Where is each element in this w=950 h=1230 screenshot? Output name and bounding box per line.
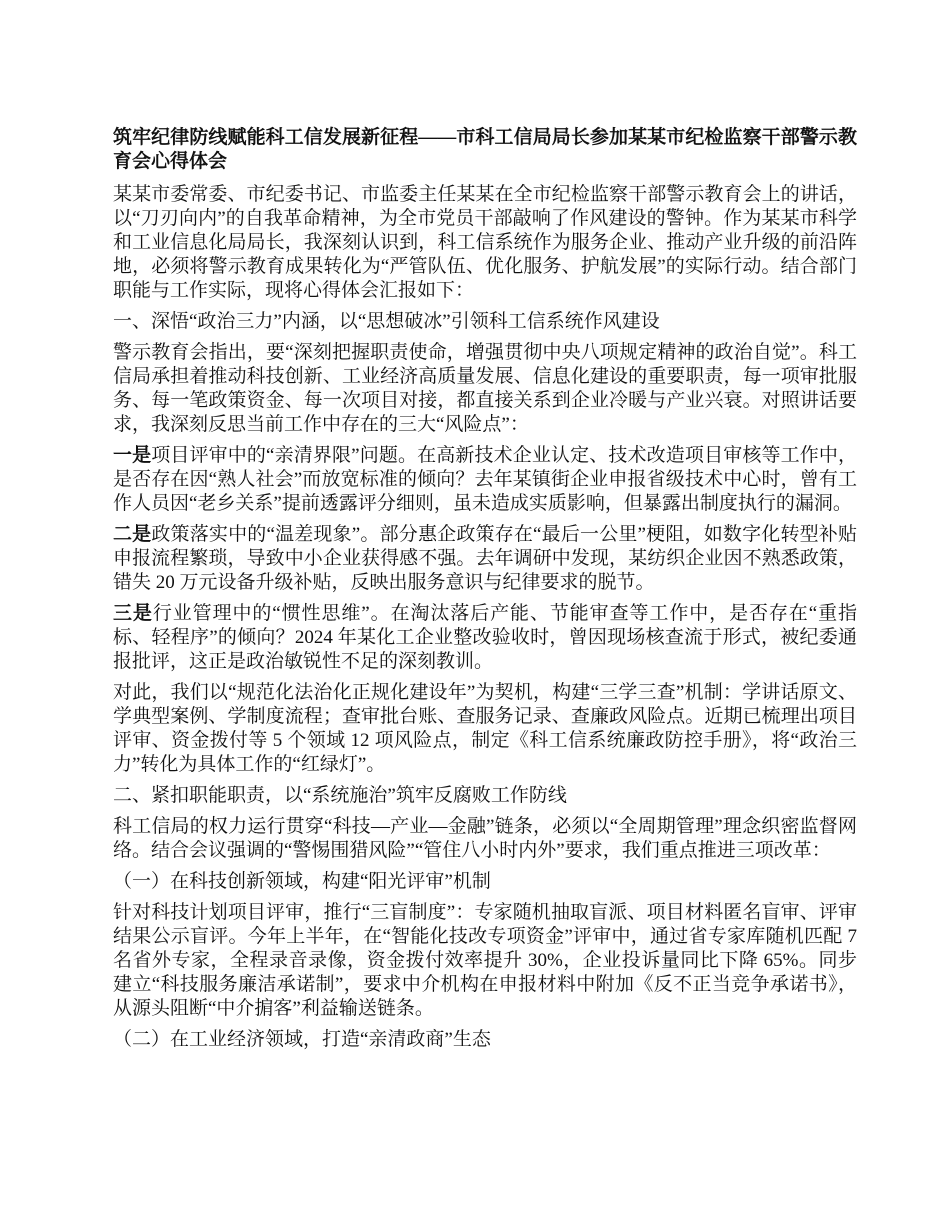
paragraph-intro: 某某市委常委、市纪委书记、市监委主任某某在全市纪检监察干部警示教育会上的讲话，以“刀刃向内”的自我革命精神，为全市党员干部敲响了作风建设的警钟。作为某某市科学和工业信息化局局长，我深刻认识到，科工信系统作为服务企业、推动产业升级的前沿阵地，必须将警示教育成果转化为“严管队伍、优化服务、护航发展”的实际行动。结合部门职能与工作实际，现将心得体会汇报如下： xyxy=(113,184,857,301)
paragraph-subsection-1: 针对科技计划项目评审，推行“三盲制度”：专家随机抽取盲派、项目材料匿名盲审、评审结果公示盲评。今年上半年，在“智能化技改专项资金”评审中，通过省专家库随机匹配 7 名省外专家，全程录音录像，资金拨付效率提升 30%，企业投诉量同比下降 65%。同步建立“科技服务廉洁承诺制”，要求中介机构在申报材料中附加《反不正当竞争承诺书》，从源头阻断“中介掮客”利益输送链条。 xyxy=(113,902,857,1019)
paragraph-risk-2 xyxy=(113,523,857,595)
subsection-heading-2: （二）在工业经济领域，打造“亲清政商”生态 xyxy=(113,1029,491,1050)
risk-3-text: 行业管理中的“惯性思维”。在淘汰落后产能、节能审查等工作中，是否存在“重指标、轻程序”的倾向？2024 年某化工企业整改验收时，曾因现场核查流于形式，被纪委通报批评，这正是政治敏锐性不足的深刻教训。 xyxy=(113,603,857,672)
document-title: 筑牢纪律防线赋能科工信发展新征程——市科工信局局长参加某某市纪检监察干部警示教育会心得体会 xyxy=(113,127,857,172)
paragraph-section1-measures: 对此，我们以“规范化法治化正规化建设年”为契机，构建“三学三查”机制：学讲话原文、学典型案例、学制度流程；查审批台账、查服务记录、查廉政风险点。近期已梳理出项目评审、资金拨付等 5 个领域 12 项风险点，制定《科工信系统廉政防控手册》，将“政治三力”转化为具体工作的“红绿灯”。 xyxy=(113,682,857,775)
section-heading-1: 一、深悟“政治三力”内涵，以“思想破冰”引领科工信系统作风建设 xyxy=(113,311,660,332)
paragraph-risk-1 xyxy=(113,444,857,516)
paragraph-section2-overview: 科工信局的权力运行贯穿“科技—产业—金融”链条，必须以“全周期管理”理念织密监督网络。结合会议强调的“警惕围猎风险”“管住八小时内外”要求，我们重点推进三项改革： xyxy=(113,816,857,861)
risk-2-lead: 二是 xyxy=(113,524,152,545)
risk-2-text: 政策落实中的“温差现象”。部分惠企政策存在“最后一公里”梗阻，如数字化转型补贴申报流程繁琐，导致中小企业获得感不强。去年调研中发现，某纺织企业因不熟悉政策，错失 20 万元设备升级补贴，反映出服务意识与纪律要求的脱节。 xyxy=(113,524,857,593)
section-heading-2: 二、紧扣职能职责，以“系统施治”筑牢反腐败工作防线 xyxy=(113,785,567,806)
risk-1-text: 项目评审中的“亲清界限”问题。在高新技术企业认定、技术改造项目审核等工作中，是否存在因“熟人社会”而放宽标准的倾向？去年某镇街企业申报省级技术中心时，曾有工作人员因“老乡关系”提前透露评分细则，虽未造成实质影响，但暴露出制度执行的漏洞。 xyxy=(113,445,857,514)
paragraph-section1-overview: 警示教育会指出，要“深刻把握职责使命，增强贯彻中央八项规定精神的政治自觉”。科工信局承担着推动科技创新、工业经济高质量发展、信息化建设的重要职责，每一项审批服务、每一笔政策资金、每一次项目对接，都直接关系到企业冷暖与产业兴衰。对照讲话要求，我深刻反思当前工作中存在的三大“风险点”： xyxy=(113,342,857,435)
risk-3-lead: 三是 xyxy=(113,603,153,624)
subsection-heading-1: （一）在科技创新领域，构建“阳光评审”机制 xyxy=(113,871,491,892)
risk-1-lead: 一是 xyxy=(113,445,152,466)
paragraph-risk-3 xyxy=(113,602,857,674)
